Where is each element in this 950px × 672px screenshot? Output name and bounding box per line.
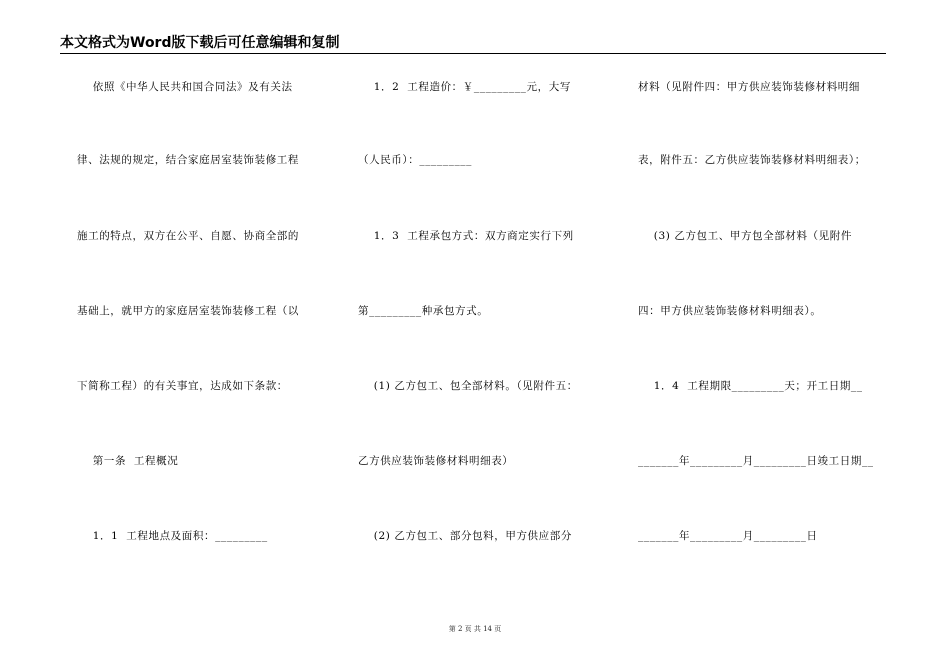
text-line: 材料（见附件四：甲方供应装饰装修材料明细 [638, 81, 860, 93]
text-line: （人民币）：_________ [358, 154, 472, 166]
text-line: 依照《中华人民共和国合同法》及有关法 [77, 81, 293, 93]
text-line: _______年_________月_________日竣工日期__ [638, 455, 874, 467]
header-title: 本文格式为Word版下载后可任意编辑和复制 [60, 35, 340, 51]
page-header [60, 35, 886, 54]
text-line: (2) 乙方包工、部分包料，甲方供应部分 [358, 530, 572, 542]
text-line: 律、法规的规定，结合家庭居室装饰装修工程 [77, 154, 299, 166]
text-line: 乙方供应装饰装修材料明细表） [358, 455, 514, 467]
text-line: 四：甲方供应装饰装修材料明细表）。 [638, 305, 822, 317]
text-line: 1．2 工程造价：￥_________元，大写 [358, 81, 571, 93]
page-number: 第 2 页 共 14 页 [448, 625, 502, 633]
text-line: 第_________种承包方式。 [358, 305, 489, 317]
text-line: (1) 乙方包工、包全部材料。（见附件五： [358, 380, 578, 392]
text-line: 1．1 工程地点及面积：_________ [77, 530, 268, 542]
text-line: _______年_________月_________日 [638, 530, 818, 542]
text-line: 下简称工程）的有关事宜，达成如下条款： [77, 380, 288, 392]
text-line: (3) 乙方包工、甲方包全部材料（见附件 [638, 230, 852, 242]
text-line: 表，附件五：乙方供应装饰装修材料明细表）； [638, 154, 866, 166]
text-line: 1．3 工程承包方式：双方商定实行下列 [358, 230, 574, 242]
text-line: 1．4 工程期限_________天；开工日期__ [638, 380, 863, 392]
text-line: 基础上，就甲方的家庭居室装饰装修工程（以 [77, 305, 299, 317]
section-heading: 第一条 工程概况 [77, 455, 179, 467]
text-line: 施工的特点，双方在公平、自愿、协商全部的 [77, 230, 299, 242]
